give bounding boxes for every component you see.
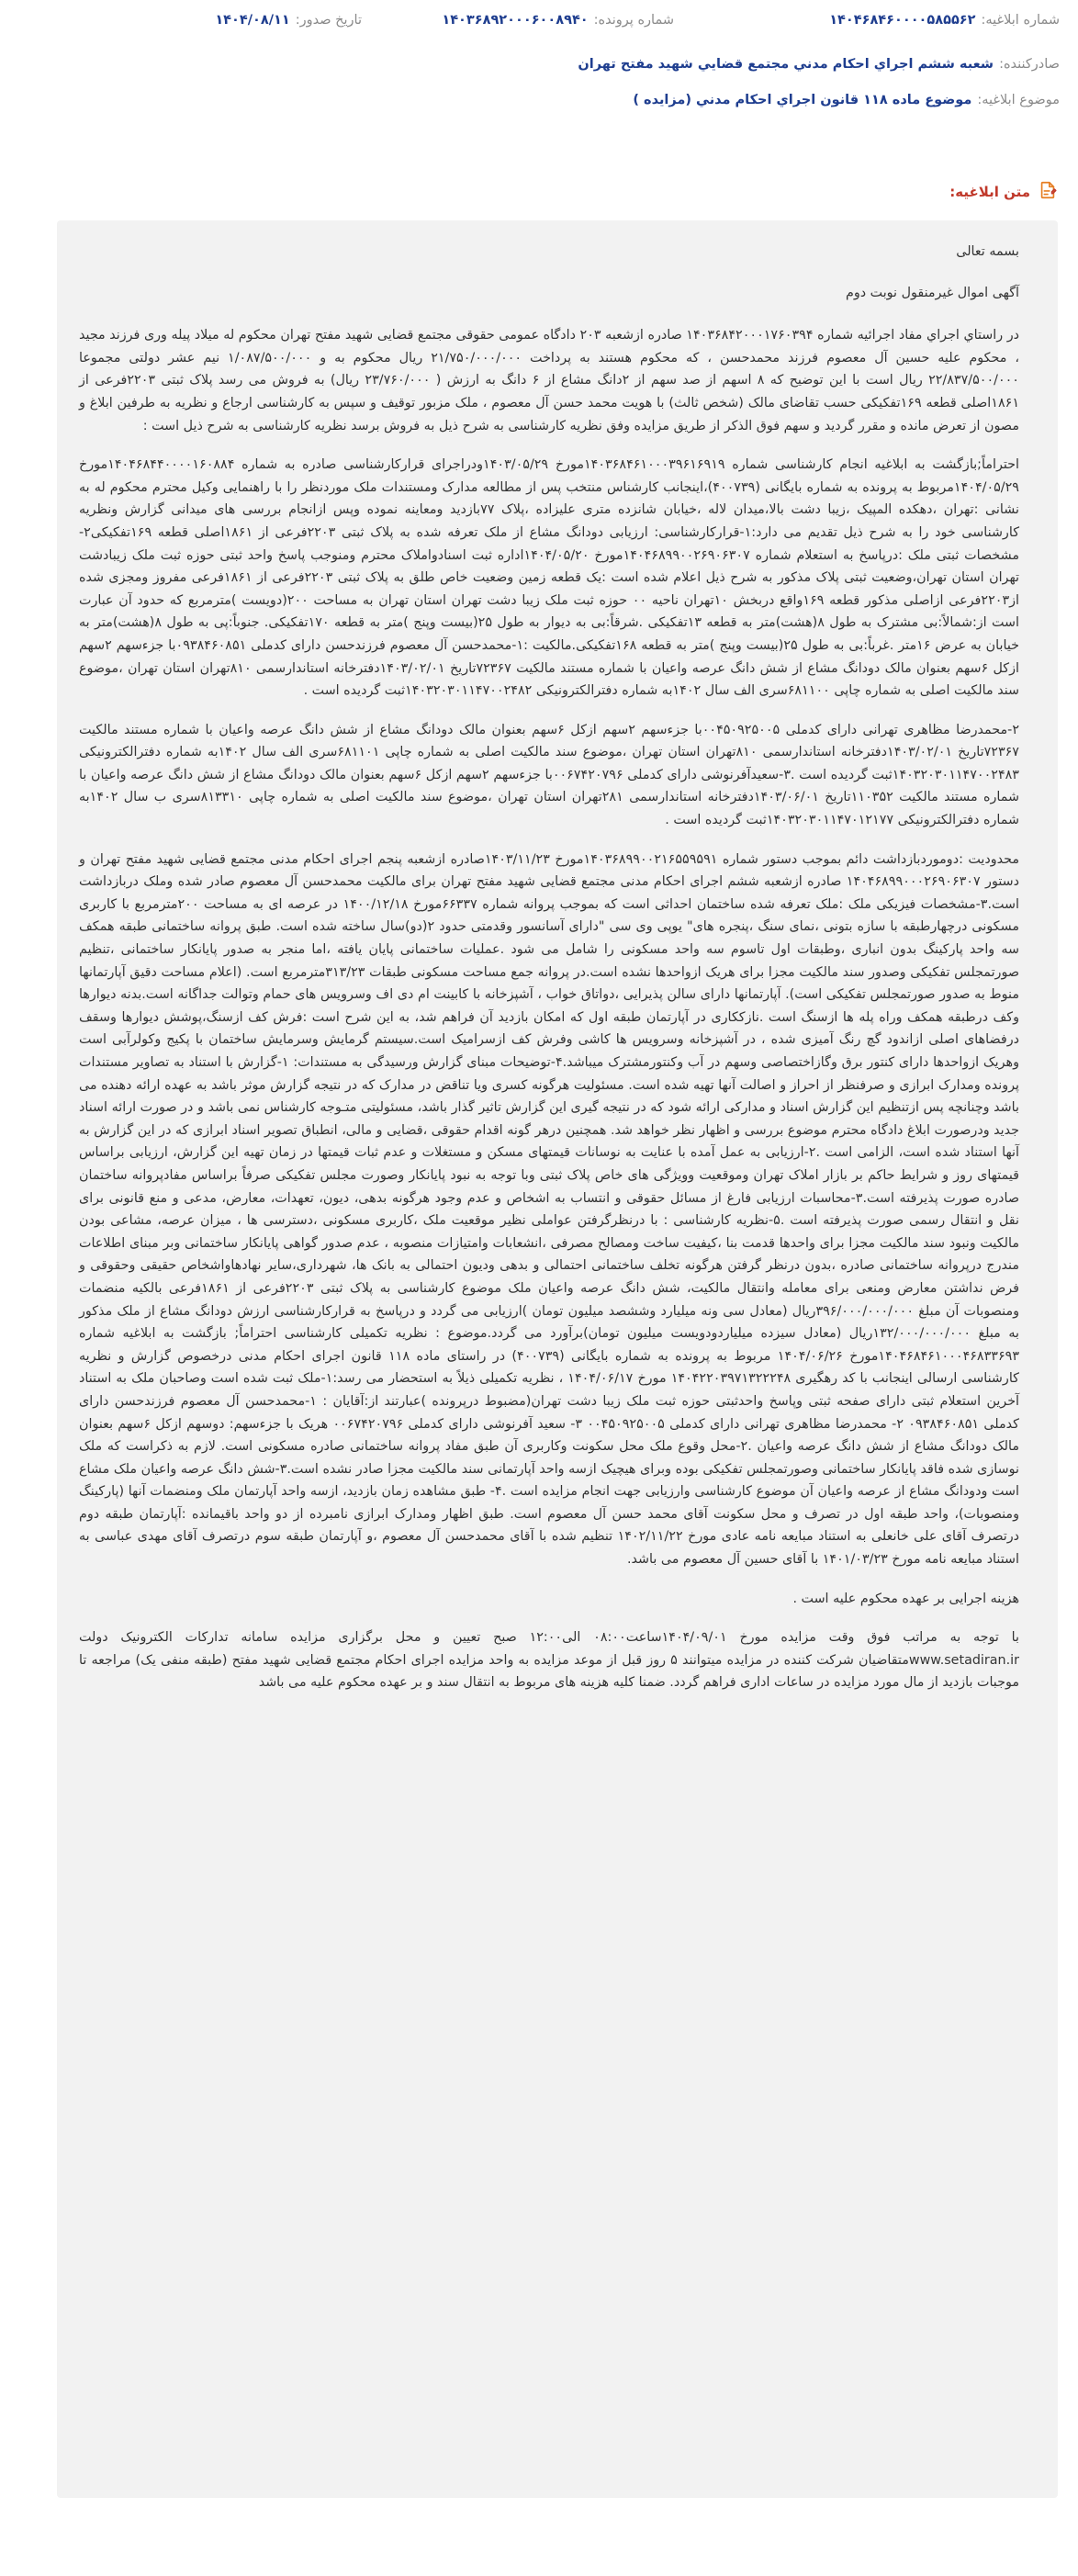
- notice-paragraph: ۲-محمدرضا مظاهری تهرانی دارای کدملی ۰۰۴۵۰۹۲۵۰۰۵با جزءسهم ۲سهم ازکل ۶سهم بعنوان مالک دودانگ مشاع از شش دانگ عرصه واعیان با شماره مستند مالکیت ۷۲۳۶۷تاریخ ۱۴۰۳/۰۲/۰۱دفترخانه استاندارسمی ۸۱۰تهران استان تهران ،موضوع سند مالکیت اصلی به شماره چاپی ۶۸۱۱۰۱سری الف سال ۱۴۰۲به شماره دفترالکترونیکی ۱۴۰۳۲۰۳۰۱۱۴۷۰۰۲۴۸۳ثبت گردیده است .۳-سعیدآفرنوشی دارای کدملی ۰۰۶۷۴۲۰۷۹۶با جزءسهم ۲سهم ازکل ۶سهم بعنوان مالک دودانگ مشاع از شش دانگ عرصه واعیان با شماره مستند مالکیت ۱۱۰۳۵۲تاریخ ۱۴۰۳/۰۶/۰۱دفترخانه استاندارسمی ۲۸۱تهران استان تهران ،موضوع سند مالکیت اصلی به شماره چاپی ۸۱۳۳۱۰سری ب سال ۱۴۰۲به شماره دفترالکترونیکی ۱۴۰۳۲۰۳۰۱۱۴۷۰۱۲۱۷۷ثبت گردیده است .: [79, 722, 1019, 828]
- notice-text-heading: [949, 180, 1058, 204]
- header-row-issuer: [18, 57, 1060, 72]
- document-edit-icon: [1038, 180, 1058, 204]
- notice-paragraph: احتراماً;بازگشت به ابلاغیه انجام کارشناسی شماره ۱۴۰۳۶۸۴۶۱۰۰۰۳۹۶۱۶۹۱۹مورخ ۱۴۰۳/۰۵/۲۹ودراجرای قرارکارشناسی صادره به شماره ۱۴۰۴۶۸۴۴۰۰۰۰۱۶۰۸۸۴مورخ ۱۴۰۴/۰۵/۲۹مربوط به پرونده به شماره بایگانی (۴۰۰۷۳۹)،اینجانب کارشناس منتخب پس از مطالعه مدارک ومستندات ملک موردنظر را با راهنمایی وکیل محترم محکوم له به نشانی :تهران ،دهکده المپیک ،زیبا دشت بالا،میدان لاله ،خیابان شانزده متری علیزاده ،پلاک ۷۷بازدید ومعاینه نموده وپس ازانجام بررسی های میدانی گزارش ونظریه کارشناسی خود را به شرح ذیل تقدیم می دارد:۱-قرارکارشناسی: ارزیابی دودانگ مشاع از ملک تعرفه شده به پلاک ثبتی ۲۲۰۳فرعی از ۱۸۶۱اصلی قطعه ۱۶۹تفکیکی۲-مشخصات ثبتی ملک :درپاسخ به استعلام شماره ۱۴۰۴۶۸۹۹۰۰۲۶۹۰۶۳۰۷مورخ ۱۴۰۴/۰۵/۲۰اداره ثبت اسنادواملاک محترم ومنوجب پاسخ واحد ثبتی حوزه ثبت ملک زیبادشت تهران استان تهران،وضعیت ثبتی پلاک مذکور به شرح ذیل اعلام شده است :یک قطعه زمین وضعیت خاص طلق به پلاک ثبتی ۲۲۰۳فرعی از ۱۸۶۱فرعی مفروز ومجزی شده از۲۲۰۳فرعی ازاصلی مذکور قطعه ۱۶۹واقع دربخش ۱۰تهران ناحیه ۰۰ حوزه ثبت ملک زیبا دشت تهران استان تهران به مساحت ۲۰۰(دویست )مترمربع که حدود آن عبارت است از:شمالاً:بی مشترک به طول ۸(هشت)متر به قطعه ۱۳تفکیکی .شرقاً:بی به دیوار به طول ۲۵(بیست وپنج )متر به قطعه ۱۷۰تفکیکی. جنوباً:پی به طول ۸(هشت)متر به خیابان به عرض ۱۶متر .غرباً:بی به طول ۲۵(بیست وپنج )متر به قطعه ۱۶۸تفکیکی.مالکیت :۱-محمدحسن آل معصوم فرزندحسن دارای کدملی ۰۹۳۸۴۶۰۸۵۱با جزءسهم ۲سهم ازکل ۶سهم بعنوان مالک دودانگ مشاع از شش دانگ عرصه واعیان با شماره مستند مالکیت ۷۲۳۶۷تاریخ ۱۴۰۳/۰۲/۰۱دفترخانه استاندارسمی ۸۱۰تهران استان تهران ،موضوع سند مالکیت اصلی به شماره چاپی ۶۸۱۱۰۰سری الف سال ۱۴۰۲به شماره دفترالکترونیکی ۱۴۰۳۲۰۳۰۱۱۴۷۰۰۲۴۸۲ثبت گردیده است .: [79, 457, 1020, 699]
- issuer-value: شعبه ششم اجراي احكام مدني مجتمع قضايي شهيد مفتح تهران: [578, 57, 994, 72]
- notice-title: آگهی اموال غیرمنقول نوبت دوم: [845, 285, 1019, 300]
- notice-paragraph: با توجه به مراتب فوق وقت مزایده مورخ ۱۴۰۴/۰۹/۰۱ساعت۰۸:۰۰ الی۱۲:۰۰ صبح تعیین و محل برگزاری مزایده سامانه تدارکات الکترونیک دولت www.setadiran.irمتقاضیان شرکت کننده در مزایده میتوانند ۵ روز قبل از موعد مزایده به واحد مزایده اجرای احکام مجتمع قضایی شهید مفتح (طبقه منفی یک) مراجعه تا موجبات بازدید از مال مورد مزایده در ساعات اداری فراهم گردد. ضمنا کلیه هزینه های مربوط به انتقال سند و بر عهده محکوم علیه می باشد: [79, 1630, 1019, 1691]
- notice-number-value: ۱۴۰۴۶۸۴۶۰۰۰۰۵۸۵۵۶۲: [829, 13, 976, 28]
- notice-paragraph: هزینه اجرایی بر عهده محکوم علیه است .: [792, 1591, 1019, 1606]
- issue-date: [215, 13, 362, 28]
- notice-greeting: بسمه تعالی: [956, 244, 1019, 259]
- notice-text-heading-label: متن ابلاغیه:: [949, 184, 1030, 200]
- case-number-value: ۱۴۰۳۶۸۹۲۰۰۰۶۰۰۸۹۴۰: [442, 13, 589, 28]
- subject-value: موضوع ماده ۱۱۸ قانون اجراي احكام مدني (مزايده ): [633, 93, 972, 107]
- issue-date-value: ۱۴۰۴/۰۸/۱۱: [215, 13, 290, 28]
- issue-date-label: تاریخ صدور:: [295, 13, 362, 28]
- notice-number: [829, 13, 1060, 28]
- case-number-label: شماره پرونده:: [593, 13, 674, 28]
- notice-header: [0, 0, 1078, 147]
- notice-body: [57, 220, 1058, 2498]
- case-number: [442, 13, 674, 28]
- subject-label: موضوع ابلاغیه:: [977, 93, 1060, 107]
- header-row-subject: [18, 93, 1060, 107]
- notice-paragraph: محدودیت :دوموردبازداشت دائم بموجب دستور شماره ۱۴۰۳۶۸۹۹۰۰۲۱۶۵۵۹۵۹۱مورخ ۱۴۰۳/۱۱/۲۳صادره ازشعبه پنجم اجرای احکام مدنی مجتمع قضایی شهید مفتح تهران و دستور ۱۴۰۴۶۸۹۹۰۰۰۲۶۹۰۶۳۰۷ صادره ازشعبه ششم اجرای احکام مدنی مجتمع قضایی شهید مفتح تهران برای مالکیت محمدحسن آل معصوم صادر شده وملک دربازداشت است.۳-مشخصات فیزیکی ملک :ملک تعرفه شده ساختمان احداثی است که بموجب پروانه شماره ۶۶۳۳۷مورخ ۱۴۰۰/۱۲/۱۸ در عرصه ای به مساحت ۲۰۰مترمربع با کاربری مسکونی درچهارطبقه با سازه بتونی ،نمای سنگ ،پنجره های" یوپی وی سی "دارای آسانسور وقدمتی حدود ۲(دو)سال ساخته شده است. طبق پروانه ساختمانی طبقه همکف سه واحد پارکینگ بدون انباری ،وطبقات اول تاسوم سه واحد مسکونی را شامل می شود .عملیات ساختمانی پایان یافته ،اما منجر به صدور پایانکار ساختمانی ،تنظیم صورتمجلس تفکیکی وصدور سند مالکیت مجزا برای هریک ازواحدها نشده است.در پروانه جمع مساحت مسکونی طبقات ۳۱۳/۲۳مترمربع است. (اعلام مساحت دقیق آپارتمانها منوط به صدور صورتمجلس تفکیکی است). آپارتمانها دارای سالن پذیرایی ،دواتاق خواب ، آشپزخانه با کابینت ام دی اف وسرویس های حمام وتوالت جداگانه است.بدنه دیوارها وکف درطبقه همکف وراه پله ها ازسنگ است .نازککاری در آپارتمان طبقه اول که امکان بازدید آن فراهم شد، به این شرح است :فرش کف ازسنگ،پوشش دیوارها وسقف درفضاهای اصلی ازاندود گچ رنگ آمیزی شده ، در آشپزخانه وسرویس ها کاشی وفرش کف ازسرامیک است.سیستم گرمایش وسرمایش ساختمان با پکیج وکولرآبی است وهریک ازواحدها دارای کنتور برق وگازاختصاصی وسهم در آب وکنتورمشترک میباشد.۴-توضیحات مبنای گزارش ورسیدگی به مستندات: ۱-گزارش با استناد به تصاویر مستندات پرونده ومدارک ابرازی و صرفنظر از احراز و اصالت آنها تهیه شده است. مسئولیت هرگونه کسری ویا تناقض در مدارک که در نتیجه گزارش موثر باشد به عهده ارائه دهنده می باشد وچنانچه پس ازتنظیم این گزارش اسناد و مدارکی ارائه شود که در نتیجه گیری این گزارش تاثیر گذار باشد، مسئولیتی متـوجه کارشناس نمی باشد و در صورت ارائه اسناد جدید ودرصورت ابلاغ دادگاه محترم موضوع بررسی و اظهار نظر خواهد شد. همچنین درهر گونه اقدام حقوقی ،قضایی و مالی، انطباق تصویر اسناد ابرازی که در این گزارش به آنها استناد شده است، الزامی است .۲-ارزیابی به عمل آمده با عنایت به نوسانات قیمتهای مسکن و مستغلات و عدم ثبات قیمتها در زمان تهیه این گزارش، ارزیابی براساس قیمتهای روز و شرایط حاکم بر بازار املاک تهران وموقعیت وویژگی های خاص پلاک ثبتی وبا توجه به نبود پایانکار وصورت مجلس تفکیکی صرفاً براساس مفادپروانه ساختمان صادره صورت پذیرفته است.۳-محاسبات ارزیابی فارغ از مسائل حقوقی و انتساب به اشخاص و عدم وجود هرگونه بدهی، دیون، تعهدات، معارض، مدعی و منع قانونی برای نقل و انتقال رسمی صورت پذیرفته است .۵-نظریه کارشناسی : با درنظرگرفتن عواملی نظیر موقعیت ملک ،کاربری مسکونی ،دسترسی ها ، میزان عرصه، مشاعی بودن مالکیت ونبود سند مالکیت مجزا برای واحدها قدمت بنا ،کیفیت ساخت ومصالح مصرفی ،انشعابات وامتیازات منصوبه ، عدم صدور گواهی پایانکار ساختمانی وبر مبنای اطلاعات مندرج درپروانه ساختمانی صادره ،بدون درنظر گرفتن هرگونه تخلف ساختمانی احتمالی و بدهی ودیون احتمالی به بانک ها، شهرداری،سایر نهادهاواشخاص حقیقی وحقوقی و فرض نداشتن معارض ومنعی برای معامله وانتقال مالکیت، شش دانگ عرصه واعیان ملک موضوع کارشناسی به پلاک ثبتی ۲۲۰۳فرعی از ۱۸۶۱فرعی بالکیه منضمات ومنصوبات آن مبلغ ۳۹۶/۰۰۰/۰۰۰/۰۰۰ریال (معادل سی ونه میلیارد وششصد میلیون تومان )ارزیابی می گردد و درپاسخ به قرارکارشناسی ارزش دودانگ مشاع از ملک مذکور به مبلغ ۱۳۲/۰۰۰/۰۰۰/۰۰۰ریال (معادل سیزده میلیاردودویست میلیون تومان)برآورد می گردد.موضوع : نظریه تکمیلی کارشناسی احتراماً; بازگشت به ابلاغیه شماره ۱۴۰۴۶۸۴۶۱۰۰۰۴۶۸۳۳۶۹۳مورخ ۱۴۰۴/۰۶/۲۶ مربوط به پرونده به شماره بایگانی (۴۰۰۷۳۹) در راستای ماده ۱۱۸ قانون اجرای احکام مدنی درخصوص گزارش و نظریه کارشناسی ارسالی اینجانب با کد رهگیری ۱۴۰۴۲۲۰۳۹۷۱۳۲۲۲۴۸ مورخ ۱۴۰۴/۰۶/۱۷ ، نظریه تکمیلی ذیلاً به استحضار می رسد:۱-ملک ثبت شده است وصاحبان ملک به استناد آخرین استعلام ثبتی دارای صفحه ثبتی وپاسخ واحدثبتی حوزه ثبت ملک زیبا دشت تهران(مضبوط درپرونده )عبارتند از:آقایان : ۱-محمدحسن آل معصوم فرزندحسن دارای کدملی ۰۹۳۸۴۶۰۸۵۱ ۲- محمدرضا مظاهری تهرانی دارای کدملی ۰۰۴۵۰۹۲۵۰۰۵ ۳- سعید آفرنوشی دارای کدملی ۰۰۶۷۴۲۰۷۹۶ هریک با جزءسهم: دوسهم ازکل ۶سهم بعنوان مالک دودانگ مشاع از شش دانگ عرصه واعیان .۲-محل وقوع ملک محل سکونت وکاربری آن طبق مفاد پروانه ساختمانی صادره مسکونی است. لازم به ذکراست که ملک نوسازی شده فاقد پایانکار ساختمانی وصورتمجلس تفکیکی بوده وبرای هیچیک ازسه واحد آپارتمانی سند مالکیت مجزا صادر نشده است.۳-شش دانگ عرصه واعیان ملک مشاع است ودودانگ مشاع از عرصه واعیان آن موضوع کارشناسی وارزیابی جهت انجام مزایده است .۴- طبق مشاهده زمان بازدید، ازسه واحد آپارتمان ملک ومنضمات آنها (پارکینگ ومنصوبات)، واحد طبقه اول در تصرف و محل سکونت آقای محمد حسن آل معصوم است. طبق اظهار ومدارک ابرازی نامبرده از دو واحد باقیمانده :آپارتمان طبقه دوم درتصرف آقای علی خانعلی به استناد مبایعه نامه عادی مورخ ۱۴۰۲/۱۱/۲۲ تنظیم شده با آقای محمدحسن آل معصوم ،و آپارتمان طبقه سوم درتصرف آقای مهدی عباسی به استناد مبایعه نامه مورخ ۱۴۰۱/۰۳/۲۳ با آقای حسین آل معصوم می باشد.: [79, 851, 1020, 1568]
- notice-number-label: شماره ابلاغیه:: [981, 13, 1060, 28]
- issuer-label: صادرکننده:: [999, 57, 1060, 72]
- notice-paragraph: در راستاي اجراي مفاد اجرائيه شماره ۱۴۰۳۶۸۴۲۰۰۰۱۷۶۰۳۹۴ صادره ازشعبه ۲۰۳ دادگاه عمومی حقوقی مجتمع قضایی شهید مفتح تهران محکوم له میلاد پیله وری فرزند مجید ، محکوم علیه حسین آل معصوم فرزند محمدحسن ، که محکوم هستند به پرداخت ۲۱/۷۵۰/۰۰۰/۰۰۰ ریال محکوم به و ۱/۰۸۷/۵۰۰/۰۰۰ نیم عشر دولتی مجموعا ۲۲/۸۳۷/۵۰۰/۰۰۰ ریال است با این توضیح که ۸ اسهم از صد سهم از ۲دانگ مشاع از ۶ دانگ به ارزش ( ۲۳/۷۶۰/۰۰۰ ریال) به فروش می رسد پلاک ثبتی ۲۲۰۳فرعی از ۱۸۶۱اصلی قطعه ۱۶۹تفکیکی حسب تقاضای مالک (شخص ثالث) با هویت محمد حسن آل معصوم ، ملک مزبور توقیف و سپس به کارشناسی ارجاع و نظریه به طرفین ابلاغ و مصون از تعرض مانده و مقرر گردید و سهم فوق الذکر از طریق مزایده وفق نظریه کارشناسی به شرح ذیل به فروش برسد نظریه کارشناسی به شرح ذیل است :: [79, 328, 1019, 433]
